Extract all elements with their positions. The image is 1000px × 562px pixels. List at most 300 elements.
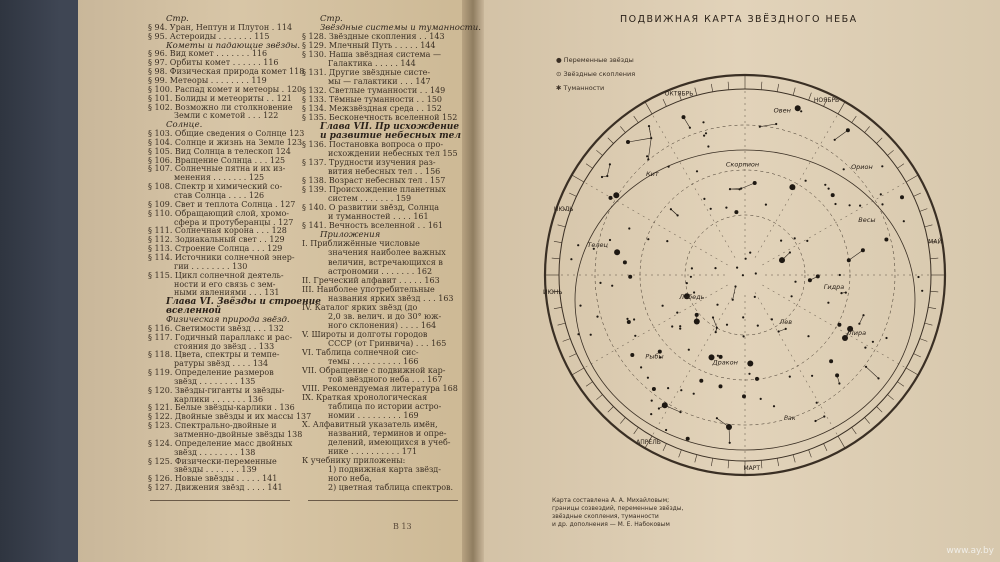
star: [831, 193, 835, 197]
toc-entry: звёзд . . . . . . . . 138: [174, 447, 256, 457]
star: [865, 366, 867, 368]
star: [771, 318, 773, 320]
toc-entry: § 134. Межзвёздная среда . . 152: [302, 104, 442, 114]
constellation-line: [849, 250, 863, 260]
month-tick: [930, 291, 938, 292]
star: [859, 205, 861, 207]
declination-circle: [685, 215, 805, 335]
toc-entry: VII. Обращение с подвижной кар-: [302, 365, 446, 375]
star: [800, 110, 802, 112]
toc-entry: К учебнику приложены:: [302, 455, 406, 465]
month-tick: [897, 382, 904, 387]
toc-entry: ратуры звёзд . . . . 134: [174, 359, 269, 369]
section-heading: Стр.: [320, 14, 343, 24]
star: [679, 411, 681, 413]
star: [903, 220, 905, 222]
star: [828, 188, 830, 190]
star: [742, 394, 746, 398]
month-tick: [914, 193, 921, 196]
star: [845, 292, 847, 294]
month-tick: [558, 323, 566, 325]
toc-entry: § 101. Болиды и метеориты . . 121: [148, 93, 292, 103]
toc-entry: V. Широты и долготы городов: [302, 329, 428, 339]
month-tick: [711, 84, 712, 92]
toc-entry: астрономии . . . . . . . 162: [328, 266, 433, 276]
constellation-label: Телец: [587, 241, 608, 250]
toc-entry: Земли с кометой . . . 122: [174, 111, 279, 121]
star: [847, 258, 851, 262]
star: [710, 208, 712, 210]
star: [773, 405, 775, 407]
map-credit-line: границы созвездий, переменные звёзды,: [552, 505, 684, 512]
star: [609, 196, 613, 200]
star: [748, 373, 750, 375]
section-heading: Приложения: [320, 230, 381, 241]
month-tick: [761, 460, 762, 468]
star: [791, 295, 793, 297]
star: [885, 337, 887, 339]
star: [775, 123, 777, 125]
star: [917, 276, 919, 278]
month-label: МАЙ: [928, 238, 942, 246]
star: [849, 204, 851, 206]
star: [577, 333, 579, 335]
star: [647, 238, 649, 240]
star: [648, 125, 650, 127]
star: [590, 334, 592, 336]
toc-entry: звёзд . . . . . . . . 135: [174, 376, 256, 386]
star: [921, 290, 923, 292]
month-tick: [793, 88, 795, 96]
toc-entry: § 112. Зодиакальный свет . . 129: [148, 235, 285, 245]
star: [880, 193, 882, 195]
month-tick: [877, 138, 883, 144]
toc-entry: § 141. Вечность вселенной . . 161: [302, 221, 444, 231]
toc-entry: § 103. Общие сведения о Солнце 123: [148, 129, 305, 139]
toc-entry: СССР (от Гринвича) . . . 165: [328, 338, 447, 348]
star: [626, 318, 628, 320]
star: [834, 139, 836, 141]
toc-entry: VI. Таблица солнечной сис-: [302, 347, 419, 357]
hour-line: [652, 114, 735, 258]
toc-entry: § 127. Движения звёзд . . . . 141: [148, 483, 283, 493]
toc-entry: § 108. Спектр и химический со-: [148, 182, 283, 192]
star: [726, 324, 728, 326]
toc-entry: величин, встречающихся в: [328, 257, 443, 267]
star: [864, 347, 866, 349]
star: [881, 203, 883, 205]
month-tick: [906, 368, 918, 375]
constellation-label: Рыбы: [645, 352, 664, 361]
star: [808, 278, 812, 282]
star: [679, 325, 681, 327]
month-tick: [887, 395, 893, 400]
toc-entry: § 130. Наша звёздная система —: [302, 50, 441, 60]
star: [633, 318, 635, 320]
star: [757, 325, 759, 327]
star: [742, 274, 744, 276]
star: [606, 175, 608, 177]
toc-entry: стояния до звёзд . . 133: [174, 341, 275, 351]
toc-entry: таблица по истории астро-: [328, 401, 442, 411]
watermark: www.ay.by: [946, 546, 994, 556]
star: [689, 127, 691, 129]
toc-entry: сфера и протуберанцы . 127: [174, 217, 294, 227]
toc-entry: названий, терминов и опре-: [328, 428, 447, 438]
month-tick: [824, 444, 827, 451]
constellation-line: [779, 329, 786, 332]
month-tick: [563, 339, 571, 342]
toc-entry: § 133. Тёмные туманности . . 150: [302, 95, 442, 105]
section-heading: Кометы и падающие звёзды.: [166, 40, 301, 51]
toc-entry: § 135. Бесконечность вселенной 152: [302, 113, 458, 123]
constellation-line: [717, 418, 730, 443]
constellation-label: Весы: [858, 216, 876, 225]
map-month-ring: [559, 89, 931, 461]
toc-entry: § 128. Звёздные скопления . . 143: [302, 32, 445, 42]
constellation-line: [816, 417, 825, 422]
star: [634, 335, 636, 337]
toc-entry: § 115. Цикл солнечной деятель-: [148, 270, 284, 280]
star: [736, 267, 738, 269]
star: [719, 384, 723, 388]
map-title: ПОДВИЖНАЯ КАРТА ЗВЁЗДНОГО НЕБА: [620, 14, 858, 25]
toc-entry: делений, имеющихся в учеб-: [328, 437, 451, 447]
star: [824, 184, 826, 186]
toc-entry: § 117. Годичный параллакс и рас-: [148, 332, 293, 342]
star: [789, 184, 795, 190]
star: [671, 325, 673, 327]
toc-entry: 1) подвижная карта звёзд-: [328, 464, 441, 474]
toc-entry: Галактика . . . . . 144: [328, 59, 416, 69]
constellation-label: Овен: [773, 106, 791, 115]
star: [668, 166, 670, 168]
star: [900, 195, 904, 199]
legend-item: ✱ Туманности: [556, 84, 605, 92]
toc-entry: § 124. Определение масс двойных: [148, 438, 293, 448]
month-tick: [586, 382, 593, 387]
star: [609, 239, 611, 241]
star: [693, 393, 695, 395]
constellation-label: Лев: [779, 318, 793, 327]
toc-entry: § 94. Уран, Нептун и Плутон . 114: [148, 22, 293, 32]
star: [806, 240, 808, 242]
star: [703, 198, 705, 200]
star: [872, 341, 874, 343]
star: [599, 282, 601, 284]
toc-entry: вития небесных тел . . 156: [328, 167, 441, 177]
toc-entry: § 97. Орбиты комет . . . . . . 116: [148, 58, 279, 68]
month-tick: [569, 354, 576, 357]
toc-entry: гии . . . . . . . . 130: [174, 261, 248, 271]
toc-entry: мы — галактики . . . 147: [328, 77, 431, 87]
toc-entry: § 139. Происхождение планетных: [302, 185, 446, 195]
star: [670, 208, 672, 210]
star: [759, 126, 761, 128]
toc-entry: § 95. Астероиды . . . . . . . 115: [148, 31, 270, 41]
toc-entry: ности и его связь с зем-: [174, 279, 276, 289]
toc-entry: § 100. Распад комет и метеоры . 120: [148, 84, 303, 94]
star: [829, 359, 833, 363]
constellation-label: Рак: [783, 413, 796, 422]
toc-entry: ного склонения) . . . . 164: [328, 320, 437, 330]
toc-entry: нике . . . . . . . . . . 171: [328, 446, 418, 456]
toc-entry: § 123. Спектрально-двойные и: [148, 421, 277, 431]
star: [835, 373, 839, 377]
star: [679, 328, 681, 330]
star: [650, 413, 652, 415]
star: [846, 128, 850, 132]
star: [732, 299, 734, 301]
toc-entry: ными явлениями . . . 131: [174, 288, 280, 298]
month-tick: [552, 258, 560, 259]
star: [676, 312, 678, 314]
star: [734, 285, 736, 287]
month-tick: [777, 84, 778, 92]
star: [839, 274, 841, 276]
star: [628, 227, 630, 229]
toc-entry: § 136. Постановка вопроса о про-: [302, 140, 444, 150]
star: [827, 302, 829, 304]
constellation-line: [671, 209, 678, 215]
star: [715, 331, 717, 333]
star: [734, 210, 738, 214]
star: [862, 314, 864, 316]
star: [601, 176, 603, 178]
month-tick: [634, 427, 639, 434]
constellation-label: Орион: [851, 162, 873, 171]
star: [743, 335, 745, 337]
star: [695, 313, 699, 317]
toc-entry: § 105. Вид Солнца в телескоп 124: [148, 146, 291, 156]
month-tick: [852, 427, 857, 434]
star: [596, 316, 598, 318]
star: [705, 132, 707, 134]
month-tick: [634, 116, 639, 123]
toc-entry: § 122. Двойные звёзды и их массы 137: [148, 412, 312, 422]
star: [626, 140, 630, 144]
toc-entry: § 110. Обращающий слой, хромо-: [148, 208, 289, 218]
chapter-heading: и развитие небесных тел: [320, 131, 461, 142]
star: [785, 328, 787, 330]
star: [716, 304, 718, 306]
star: [725, 207, 727, 209]
month-tick: [925, 323, 933, 325]
month-tick: [925, 225, 933, 227]
star: [805, 180, 807, 182]
star: [667, 387, 669, 389]
month-tick: [711, 458, 712, 466]
month-tick: [852, 116, 857, 123]
toc-entry: § 107. Солнечные пятна и их из-: [148, 164, 286, 174]
star: [765, 204, 767, 206]
star: [837, 323, 841, 327]
toc-entry: систем . . . . . . . 159: [328, 194, 412, 204]
star: [652, 387, 656, 391]
toc-entry: § 96. Вид комет . . . . . . . 116: [148, 49, 268, 59]
star: [658, 407, 660, 409]
star: [842, 335, 848, 341]
month-label: ОКТЯБРЬ: [664, 90, 694, 98]
hour-line: [755, 292, 838, 436]
star: [749, 252, 751, 254]
star: [677, 214, 679, 216]
toc-entry: § 129. Млечный Путь . . . . . 144: [302, 41, 436, 51]
month-tick: [663, 444, 666, 451]
month-label: ИЮЛЬ: [553, 205, 574, 213]
month-tick: [920, 209, 928, 212]
toc-entry: § 106. Вращение Солнца . . . 125: [148, 155, 286, 165]
toc-entry: § 125. Физически-переменные: [148, 456, 277, 466]
star: [795, 105, 801, 111]
toc-entry: исхождении небесных тел 155: [328, 149, 458, 159]
toc-entry: § 113. Строение Солнца . . . 129: [148, 244, 283, 254]
month-tick: [645, 102, 652, 114]
toc-entry: VIII. Рекомендуемая литература 168: [302, 383, 458, 393]
star: [666, 240, 668, 242]
month-tick: [793, 455, 795, 463]
page-number: В 13: [393, 522, 412, 531]
star: [794, 237, 796, 239]
star: [739, 188, 741, 190]
constellation-label: Гидра: [823, 282, 845, 291]
toc-entry: § 111. Солнечная корона . . . 128: [148, 226, 287, 236]
month-tick: [920, 339, 928, 342]
star: [742, 316, 744, 318]
star: [647, 158, 649, 160]
month-tick: [777, 458, 778, 466]
constellation-label: Лебедь: [679, 292, 705, 301]
month-label: АПРЕЛЬ: [636, 439, 661, 447]
constellation-label: Скорпион: [725, 160, 760, 169]
star: [861, 248, 865, 252]
toc-entry: § 132. Светлые туманности . . 149: [302, 86, 446, 96]
star: [690, 276, 692, 278]
star: [816, 274, 820, 278]
star: [611, 285, 613, 287]
star: [686, 437, 690, 441]
month-tick: [695, 455, 697, 463]
star: [760, 398, 762, 400]
star: [665, 429, 667, 431]
section-heading: Звёздные системы и туманности.: [320, 23, 481, 34]
toc-entry: менения . . . . . . . 125: [174, 173, 265, 183]
constellation-line: [866, 367, 879, 379]
star: [691, 267, 693, 269]
month-label: МАРТ: [743, 464, 761, 472]
month-tick: [728, 82, 729, 90]
star: [579, 305, 581, 307]
map-credit-line: Карта составлена А. А. Михайловым;: [552, 497, 670, 504]
star: [614, 249, 620, 255]
chapter-heading: Глава VII. Пр исхождение: [320, 122, 460, 133]
star: [702, 121, 704, 123]
star: [884, 238, 888, 242]
month-tick: [906, 175, 918, 182]
star: [628, 275, 632, 279]
star: [838, 382, 840, 384]
star: [840, 292, 842, 294]
toc-entry: затменно-двойные звёзды 138: [174, 430, 303, 440]
month-tick: [928, 307, 936, 308]
constellation-label: Лира: [848, 329, 867, 337]
star: [609, 163, 611, 165]
section-heading: Солнце.: [166, 120, 203, 131]
toc-entry: 2,0 зв. велич. и до 30° юж-: [328, 311, 442, 321]
chapter-heading: Глава VI. Звёзды и строение: [166, 297, 321, 308]
star: [662, 402, 668, 408]
toc-entry: § 118. Цвета, спектры и темпе-: [148, 350, 280, 360]
toc-entry: став Солнца . . . . 126: [174, 191, 265, 201]
star: [630, 353, 634, 357]
month-tick: [728, 460, 729, 468]
toc-entry: звёзды . . . . . . . 139: [174, 465, 257, 475]
constellation-line: [602, 164, 610, 177]
star: [623, 260, 627, 264]
toc-entry: § 131. Другие звёздные систе-: [302, 68, 431, 78]
star: [682, 115, 686, 119]
constellation-line: [730, 183, 755, 189]
toc-entry: III. Наиболее употребительные: [302, 284, 435, 294]
section-heading: Стр.: [166, 14, 189, 24]
month-tick: [914, 354, 921, 357]
star: [816, 402, 818, 404]
toc-entry: § 114. Источники солнечной энер-: [148, 253, 295, 262]
star: [881, 165, 883, 167]
toc-entry: ного неба,: [328, 473, 372, 483]
star: [703, 135, 705, 137]
star: [712, 316, 714, 318]
constellation-label: Дракон: [712, 358, 738, 367]
constellation-line: [760, 124, 776, 127]
month-tick: [558, 225, 566, 227]
star: [794, 281, 796, 283]
star: [823, 415, 825, 417]
toc-entry: § 104. Солнце и жизнь на Земле 123: [148, 137, 303, 147]
toc-entry: § 116. Светимости звёзд . . . 132: [148, 323, 284, 333]
month-tick: [865, 126, 870, 132]
toc-entry: § 121. Белые звёзды-карлики . 136: [148, 403, 295, 413]
month-tick: [679, 450, 682, 458]
toc-entry: номии . . . . . . . . . 169: [328, 410, 419, 420]
month-label: НОЯБРЬ: [813, 97, 840, 105]
toc-entry: той звёздного неба . . . 167: [328, 374, 443, 384]
star: [755, 272, 757, 274]
month-tick: [569, 193, 576, 196]
star: [745, 258, 747, 260]
star: [699, 379, 703, 383]
month-label: ИЮНЬ: [542, 288, 563, 296]
star: [647, 377, 649, 379]
month-tick: [897, 164, 904, 169]
star: [716, 327, 718, 329]
toc-entry: II. Греческий алфавит . . . . . 163: [302, 275, 440, 285]
chapter-heading: вселенной: [166, 306, 222, 317]
star: [789, 376, 791, 378]
toc-entry: X. Алфавитный указатель имён,: [302, 419, 438, 429]
star: [843, 168, 845, 170]
star: [877, 377, 879, 379]
map-credit-line: звёздные скопления, туманности: [552, 513, 659, 520]
toc-entry: § 126. Новые звёзды . . . . . 141: [148, 474, 278, 484]
month-tick: [554, 307, 562, 308]
star: [716, 417, 718, 419]
constellation-line: [835, 130, 848, 140]
legend-item: ● Переменные звёзды: [556, 56, 634, 64]
star: [729, 188, 731, 190]
star: [858, 323, 860, 325]
month-tick: [809, 450, 812, 458]
